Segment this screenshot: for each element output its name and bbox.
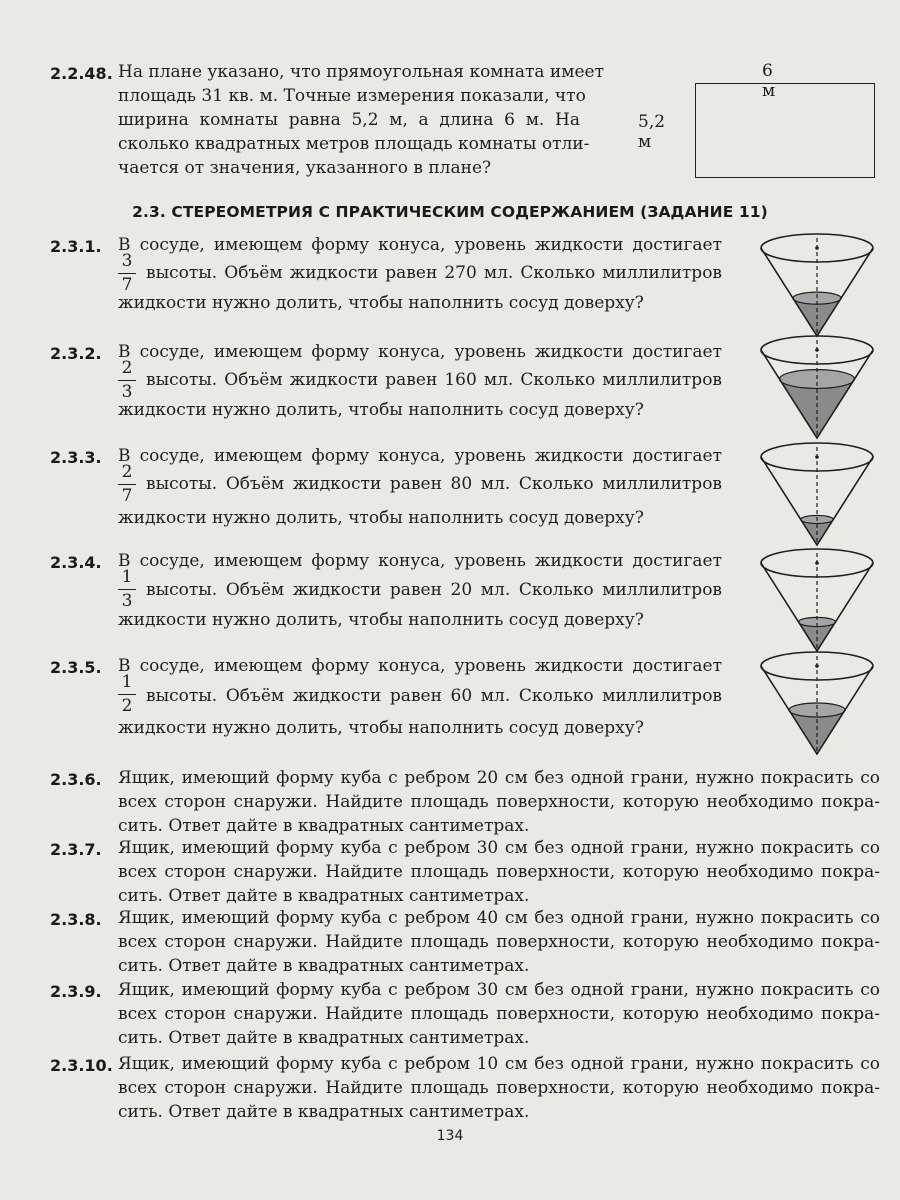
room-length-label: 6 м <box>762 61 776 101</box>
problem-text-line: Ящик, имеющий форму куба с ребром 30 см без одной грани, нужно покрасить со <box>118 980 880 1000</box>
height-fraction <box>117 568 137 611</box>
problem-text-line: всех сторон снаружи. Найдите площадь поверхности, которую необходимо покра- <box>118 862 880 882</box>
problem-text-line: жидкости нужно долить, чтобы наполнить сосуд доверху? <box>118 718 644 738</box>
problem-text-line: На плане указано, что прямоугольная комната имеет <box>118 62 605 82</box>
height-fraction <box>117 463 137 506</box>
problem-text-line: сить. Ответ дайте в квадратных сантиметрах. <box>118 1102 530 1122</box>
problem-number: 2.3.1. <box>50 237 102 256</box>
problem-text-line: В сосуде, имеющем форму конуса, уровень жидкости достигает <box>118 656 722 676</box>
problem-number: 2.3.6. <box>50 770 102 789</box>
problem-text-line: жидкости нужно долить, чтобы наполнить сосуд доверху? <box>118 400 644 420</box>
cone-figure <box>752 547 882 659</box>
problem-text-line: высоты. Объём жидкости равен 80 мл. Сколько миллилитров <box>146 474 722 494</box>
problem-text-line: жидкости нужно долить, чтобы наполнить сосуд доверху? <box>118 293 644 313</box>
problem-text-line: высоты. Объём жидкости равен 60 мл. Сколько миллилитров <box>146 686 722 706</box>
fraction-bar <box>118 273 136 274</box>
fraction-bar <box>118 484 136 485</box>
problem-text-line: Ящик, имеющий форму куба с ребром 30 см без одной грани, нужно покрасить со <box>118 838 880 858</box>
page-number: 134 <box>436 1128 464 1144</box>
problem-number: 2.3.10. <box>50 1056 113 1075</box>
cone-center-point <box>815 246 819 250</box>
height-fraction <box>117 359 137 402</box>
problem-text-line: сколько квадратных метров площадь комнаты отли- <box>118 134 590 154</box>
fraction-bar <box>118 694 136 695</box>
problem-text-line: Ящик, имеющий форму куба с ребром 20 см без одной грани, нужно покрасить со <box>118 768 880 788</box>
fraction-denominator: 3 <box>121 591 133 611</box>
cone-center-point <box>815 664 819 668</box>
problem-text-line: сить. Ответ дайте в квадратных сантиметрах. <box>118 956 530 976</box>
fraction-numerator: 1 <box>121 672 133 692</box>
fraction-bar <box>118 380 136 381</box>
problem-text-line: всех сторон снаружи. Найдите площадь поверхности, которую необходимо покра- <box>118 1078 880 1098</box>
problem-text-line: высоты. Объём жидкости равен 160 мл. Сколько миллилитров <box>146 370 722 390</box>
problem-number: 2.3.7. <box>50 840 102 859</box>
problem-number: 2.3.8. <box>50 910 102 929</box>
cone-figure <box>752 650 882 762</box>
problem-text-line: Ящик, имеющий форму куба с ребром 10 см без одной грани, нужно покрасить со <box>118 1054 880 1074</box>
problem-text-line: чается от значения, указанного в плане? <box>118 158 492 178</box>
problem-text-line: площадь 31 кв. м. Точные измерения показали, что <box>118 86 586 106</box>
fraction-numerator: 3 <box>121 251 133 271</box>
height-fraction <box>117 673 137 716</box>
fraction-bar <box>118 589 136 590</box>
cone-center-point <box>815 348 819 352</box>
problem-number: 2.3.4. <box>50 553 102 572</box>
fraction-denominator: 7 <box>121 486 133 506</box>
problem-text-line: Ящик, имеющий форму куба с ребром 40 см без одной грани, нужно покрасить со <box>118 908 880 928</box>
fraction-denominator: 3 <box>121 382 133 402</box>
problem-text-line: всех сторон снаружи. Найдите площадь поверхности, которую необходимо покра- <box>118 932 880 952</box>
fraction-denominator: 7 <box>121 275 133 295</box>
cone-center-point <box>815 561 819 565</box>
cone-center-point <box>815 455 819 459</box>
problem-number: 2.3.3. <box>50 448 102 467</box>
cone-figure <box>752 334 882 446</box>
problem-text-line: высоты. Объём жидкости равен 20 мл. Сколько миллилитров <box>146 580 722 600</box>
problem-number: 2.2.48. <box>50 64 113 83</box>
problem-number: 2.3.9. <box>50 982 102 1001</box>
problem-text-line: сить. Ответ дайте в квадратных сантиметрах. <box>118 1028 530 1048</box>
problem-text-line: жидкости нужно долить, чтобы наполнить сосуд доверху? <box>118 508 644 528</box>
problem-text-line: всех сторон снаружи. Найдите площадь поверхности, которую необходимо покра- <box>118 792 880 812</box>
room-rectangle <box>695 83 875 178</box>
problem-text-line: высоты. Объём жидкости равен 270 мл. Сколько миллилитров <box>146 263 722 283</box>
problem-text-line: сить. Ответ дайте в квадратных сантиметрах. <box>118 886 530 906</box>
problem-number: 2.3.2. <box>50 344 102 363</box>
problem-text-line: жидкости нужно долить, чтобы наполнить сосуд доверху? <box>118 610 644 630</box>
fraction-denominator: 2 <box>121 696 133 716</box>
problem-text-line: В сосуде, имеющем форму конуса, уровень жидкости достигает <box>118 446 722 466</box>
fraction-numerator: 2 <box>121 358 133 378</box>
fraction-numerator: 1 <box>121 567 133 587</box>
height-fraction <box>117 252 137 295</box>
cone-figure <box>752 441 882 553</box>
room-width-label: 5,2 м <box>638 112 666 152</box>
problem-text-line: В сосуде, имеющем форму конуса, уровень жидкости достигает <box>118 342 722 362</box>
problem-number: 2.3.5. <box>50 658 102 677</box>
problem-text-line: В сосуде, имеющем форму конуса, уровень жидкости достигает <box>118 551 722 571</box>
problem-text-line: сить. Ответ дайте в квадратных сантиметрах. <box>118 816 530 836</box>
section-title: 2.3. СТЕРЕОМЕТРИЯ С ПРАКТИЧЕСКИМ СОДЕРЖАНИЕМ (ЗАДАНИЕ 11) <box>132 203 768 221</box>
problem-text-line: ширина комнаты равна 5,2 м, а длина 6 м. На <box>118 110 580 130</box>
fraction-numerator: 2 <box>121 462 133 482</box>
problem-text-line: В сосуде, имеющем форму конуса, уровень жидкости достигает <box>118 235 722 255</box>
problem-text-line: всех сторон снаружи. Найдите площадь поверхности, которую необходимо покра- <box>118 1004 880 1024</box>
cone-figure <box>752 232 882 344</box>
